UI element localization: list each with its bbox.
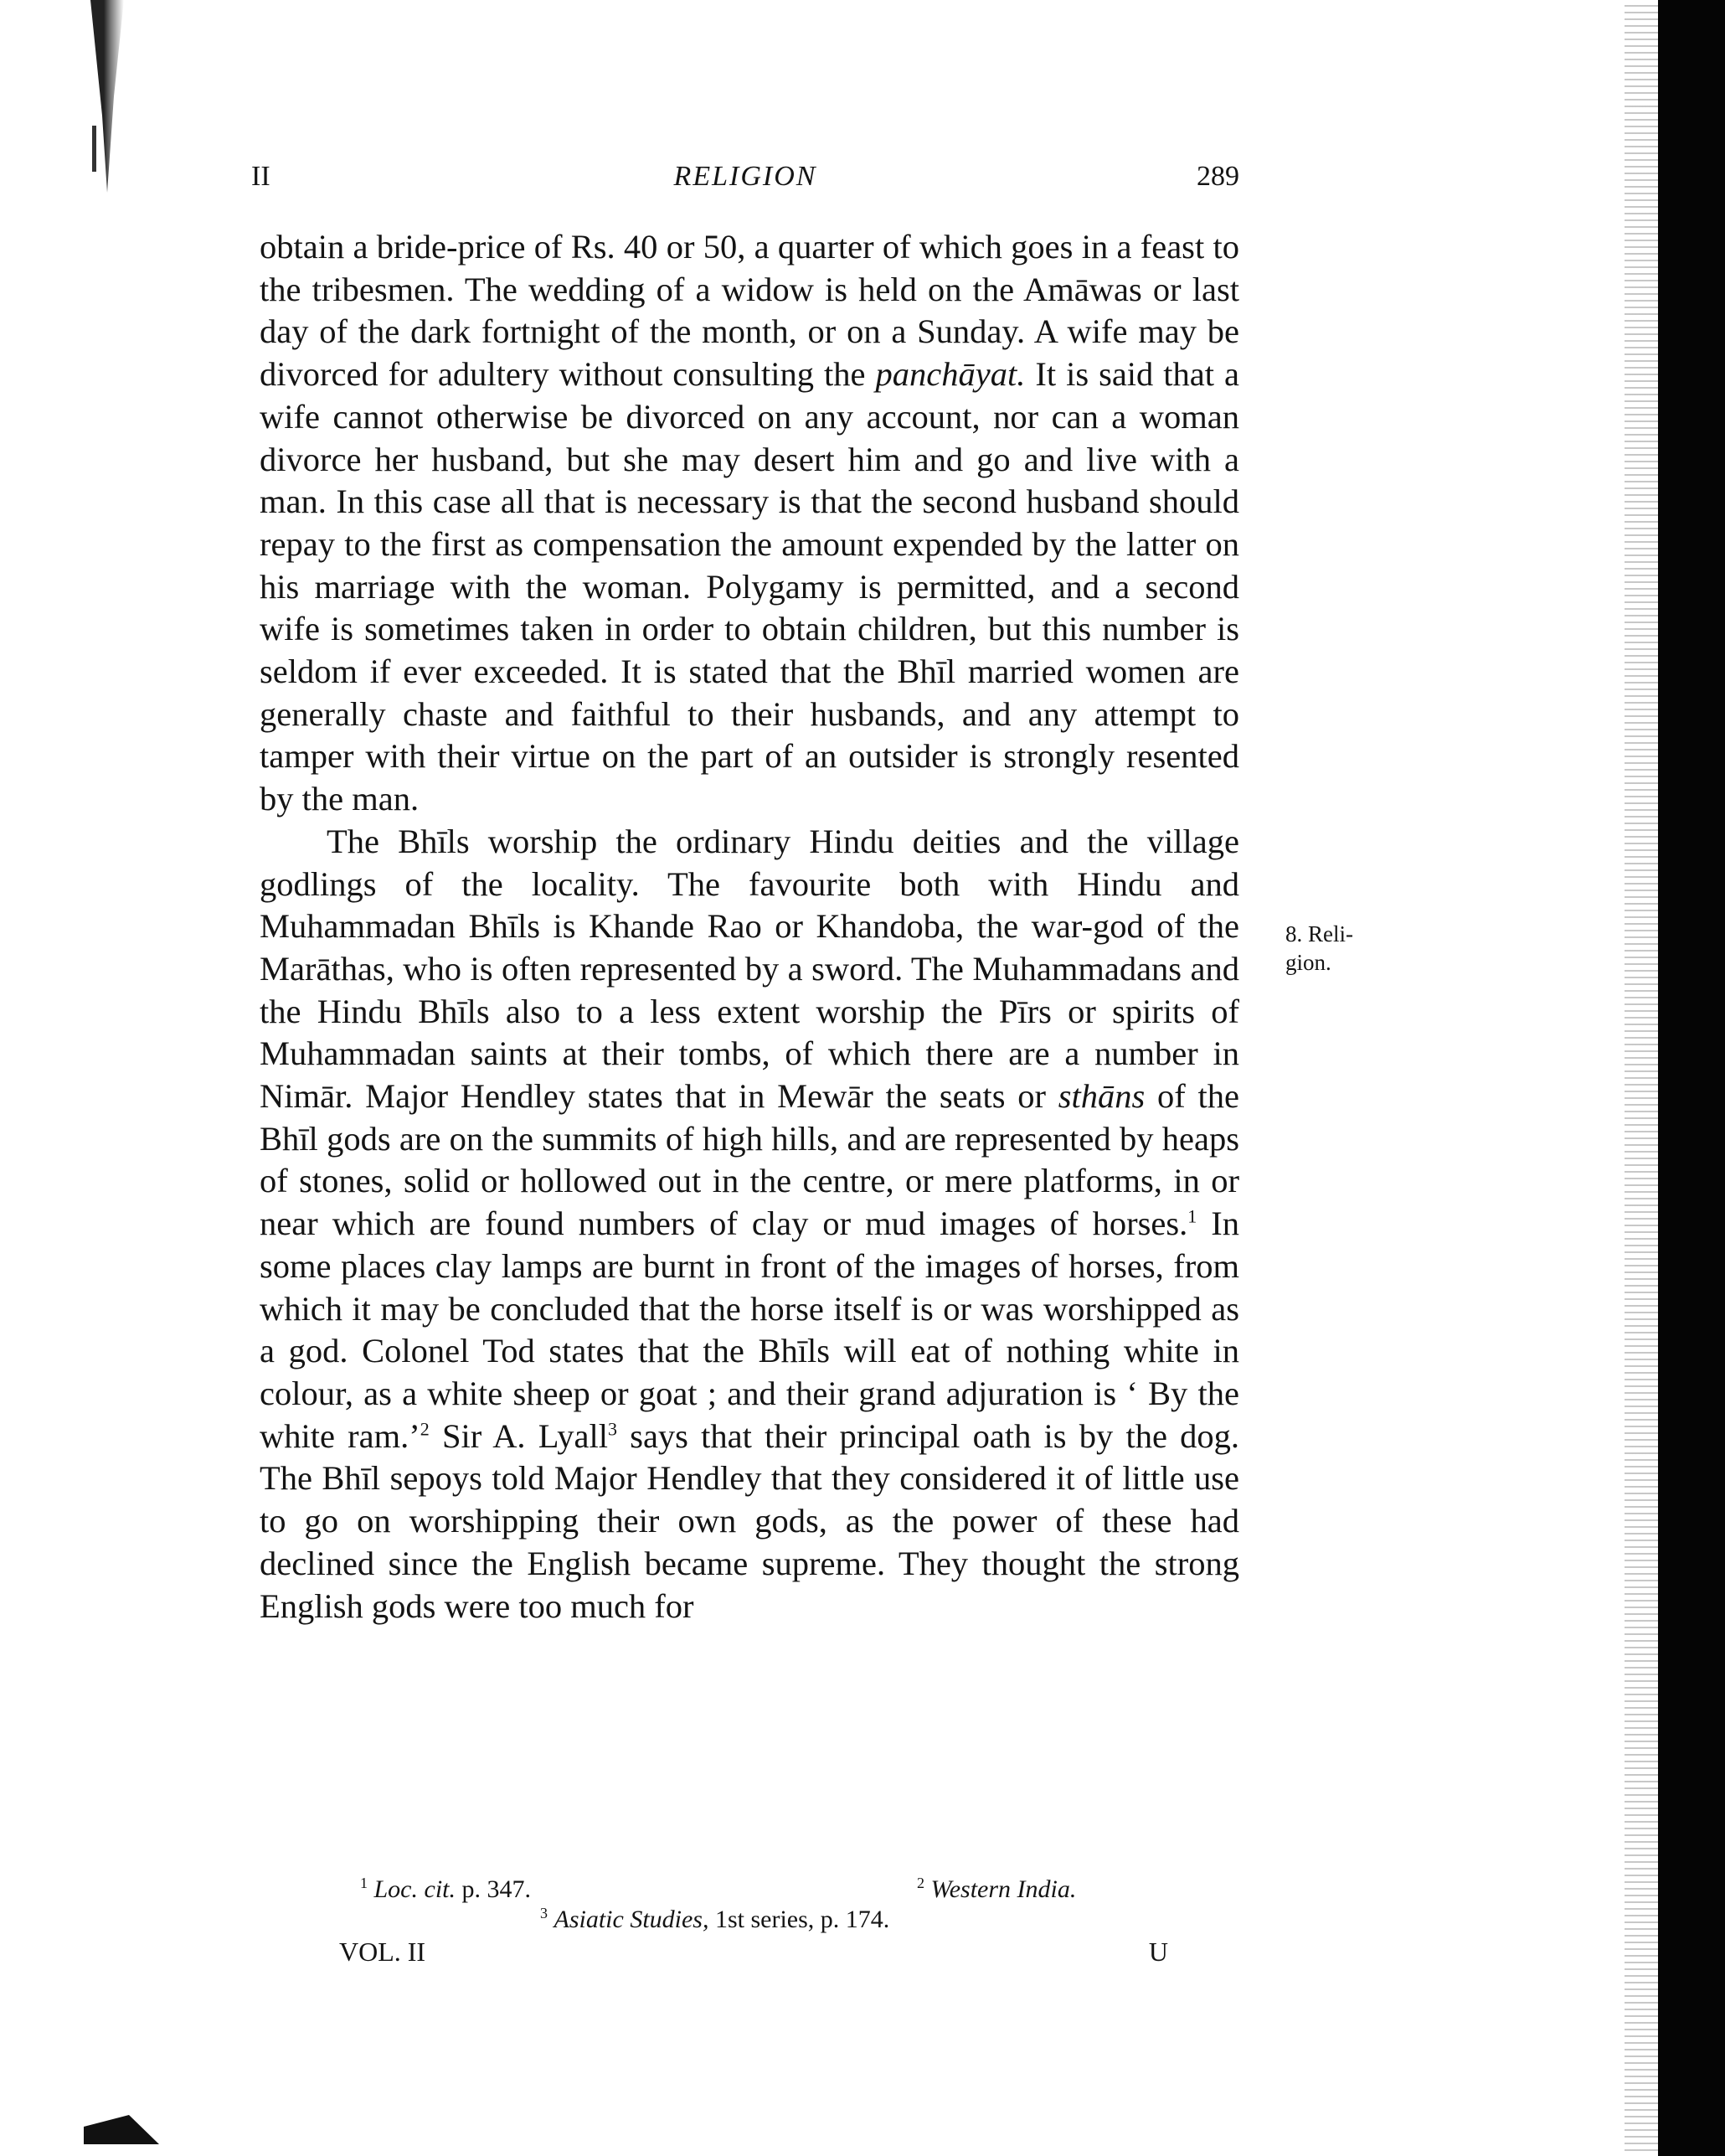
marginal-note-number: 8. — [1285, 921, 1303, 946]
scan-page-edge — [1625, 0, 1658, 2156]
footnotes — [251, 1875, 1239, 1935]
paragraph — [260, 821, 1239, 1627]
scan-dark-border — [1658, 0, 1725, 2156]
footnote — [917, 1875, 1076, 1905]
marginal-note-text: Reli- — [1308, 921, 1353, 946]
text-run: Sir A. Lyall — [429, 1416, 608, 1455]
footnote — [360, 1875, 531, 1905]
signature-line — [339, 1937, 1168, 1970]
volume-part: II — [251, 161, 270, 192]
italic-term: panchāyat. — [875, 355, 1026, 394]
footnote-mark: 3 — [540, 1905, 548, 1921]
scan-mark — [84, 2115, 159, 2144]
footnote-text: p. 347. — [456, 1875, 531, 1903]
footnote-text: Loc. cit. — [373, 1875, 456, 1903]
footnote-text: Asiatic Studies, — [554, 1906, 709, 1933]
footnote-text: 1st series, p. 174. — [708, 1906, 890, 1933]
page-number: 289 — [1197, 161, 1239, 192]
text-run: obtain a bride-price of Rs. 40 or 50, a quarter of which goes in a feast to the tribesmen. The wedding of a widow is held on the Amāwas or last day of the dark fortnight of the month, or on a Sunday. A wife may be divorced for adultery without consulting the — [260, 228, 1239, 394]
footnote-reference: 2 — [420, 1418, 430, 1440]
scan-mark — [92, 126, 96, 172]
volume-signature: VOL. II — [339, 1937, 426, 1967]
running-head — [251, 161, 1239, 203]
footnote-text: Western India. — [930, 1875, 1077, 1903]
text-run: In some places clay lamps are burnt in front of the images of horses, from which it may be concluded that the horse itself is or was worshipped as a god. Colonel Tod states that the Bhīls will eat of nothing white in colour, as a white sheep or goat ; and their grand adjuration is ‘ By the white ram.’ — [260, 1204, 1239, 1455]
footnote — [540, 1905, 889, 1935]
marginal-note-text: gion. — [1285, 950, 1331, 975]
italic-term: sthāns — [1058, 1077, 1146, 1116]
footnote-reference: 3 — [608, 1418, 617, 1440]
footnote-mark: 1 — [360, 1875, 368, 1891]
text-run: It is said that a wife cannot otherwise be divorced on any account, nor can a woman divorce her husband, but she may desert him and go and live with a man. In this case all that is necessary is that the second husband should repay to the first as compensation the amount expended by the latter on his marriage with the woman. Polygamy is permitted, and a second wife is sometimes taken in order to obtain children, but this number is seldom if ever exceeded. It is stated that the Bhīl married women are generally chaste and faithful to their husbands, and any attempt to tamper with their virtue on the part of an outsider is strongly resented by the man. — [260, 355, 1239, 818]
text-run: says that their principal oath is by the dog. The Bhīl sepoys told Major Hendley that they considered it of little use to go on worshipping their own gods, as the power of these had declined since the English became supreme. They thought the strong English gods were too much for — [260, 1416, 1240, 1625]
marginal-note — [1285, 920, 1377, 977]
text-run: of the Bhīl gods are on the summits of high hills, and are represented by heaps of stones, solid or hollowed out in the centre, or mere platforms, in or near which are found numbers of clay or mud images of horses. — [260, 1077, 1239, 1243]
footnote-reference: 1 — [1187, 1205, 1197, 1227]
text-run: The Bhīls worship the ordinary Hindu deities and the village godlings of the locality. The favourite both with Hindu and Muhammadan Bhīls is Khande Rao or Khandoba, the war-god of the Marāthas, who is often represented by a sword. The Muhammadans and the Hindu Bhīls also to a less extent worship the Pīrs or spirits of Muhammadan saints at their tombs, of which there are a number in Nimār. Major Hendley states that in Mewār the seats or — [260, 822, 1239, 1116]
page-title: RELIGION — [673, 161, 817, 192]
body-text — [260, 226, 1239, 1627]
footnote-mark: 2 — [917, 1875, 924, 1891]
paragraph — [260, 226, 1239, 821]
gathering-letter: U — [1148, 1937, 1168, 1967]
